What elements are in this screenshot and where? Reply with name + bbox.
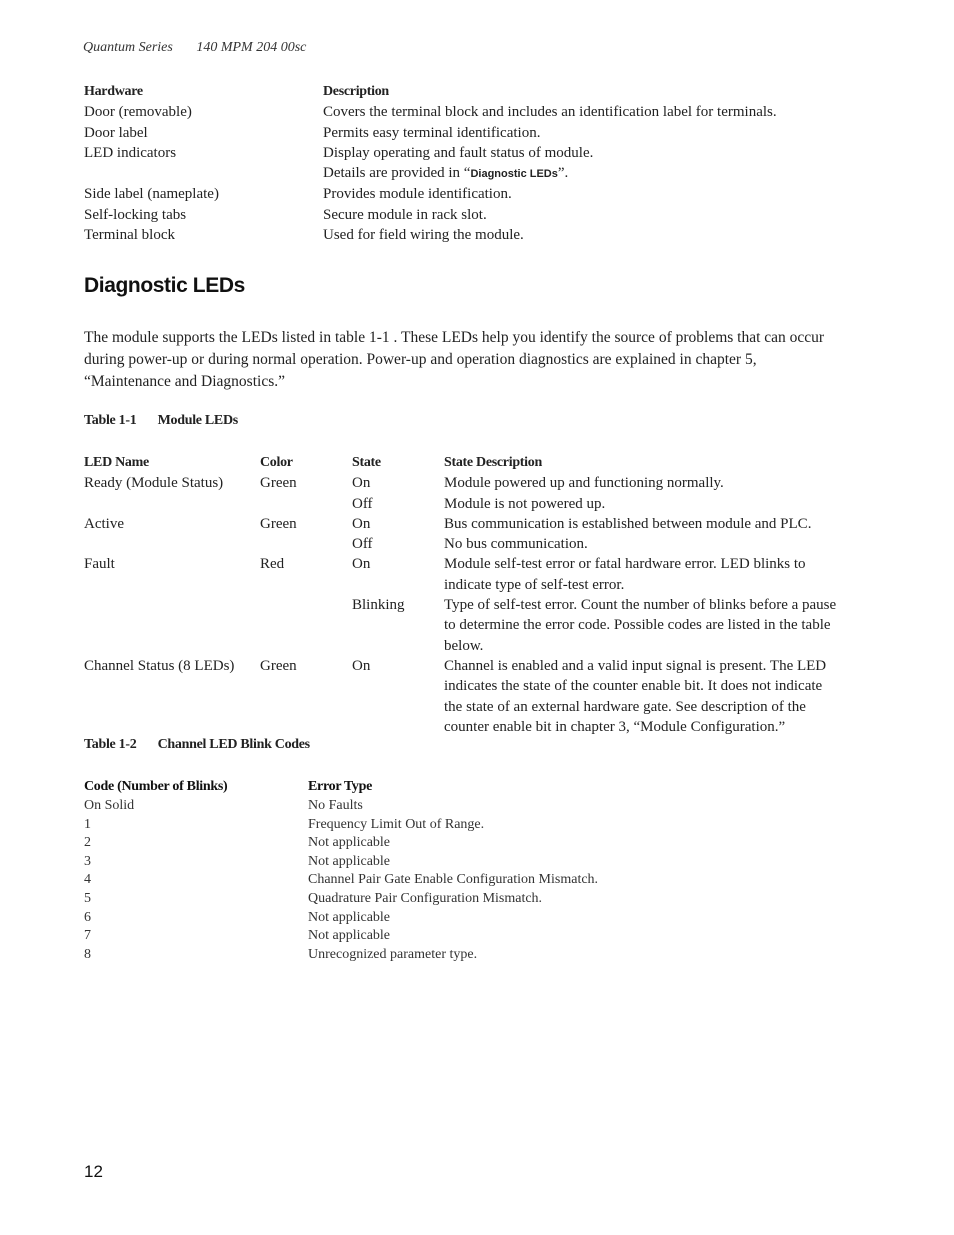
led-name-cell: Channel Status (8 LEDs) [84,657,235,674]
table-row [84,909,784,928]
table-row [84,927,784,946]
led-state-cell: On [352,657,371,674]
code-cell: 7 [84,928,91,944]
table-row [84,656,854,737]
col-header-state-description: State Description [444,455,542,470]
led-description-cell: Channel is enabled and a valid input signal is present. The LED indicates the state of the counter enable bit. It does not indicate the state of an external hardware gate. See description of the counter enable bit in chapter 3, “Module Configuration.” [444,657,827,735]
error-type-cell: Unrecognized parameter type. [308,946,478,962]
table2-caption-number: Table 1-2 [84,737,137,752]
error-type-cell: Not applicable [308,909,391,925]
led-color-cell: Green [260,515,297,532]
code-cell: 5 [84,890,91,906]
led-description-cell: Type of self-test error. Count the number of blinks before a pause to determine the error code. Possible codes are listed in the table below. [444,597,837,654]
code-cell: 1 [84,816,91,832]
col-header-led-name: LED Name [84,455,149,470]
section-title: Diagnostic LEDs [84,274,245,297]
description-suffix: ”. [557,165,569,182]
header-series: Quantum Series [83,40,173,55]
led-description-cell: Bus communication is established between module and PLC. [444,515,812,532]
led-description-cell: Module self-test error or fatal hardware error. LED blinks to indicate type of self-test error. [444,556,806,593]
diagnostic-leds-link[interactable]: Diagnostic LEDs [470,168,558,181]
module-leds-table [84,453,854,737]
error-type-cell: No Faults [308,798,363,813]
col-header-description: Description [323,84,389,99]
error-type-cell: Quadrature Pair Configuration Mismatch. [308,890,543,906]
table-row [84,554,854,595]
table-row [84,494,854,514]
table-row [84,797,784,816]
table-row [84,595,854,656]
led-description-cell: Module powered up and functioning normally. [444,475,724,492]
header-model: 140 MPM 204 00sc [196,40,307,55]
table2-caption-title: Channel LED Blink Codes [157,737,310,752]
page-number: 12 [84,1162,103,1181]
col-header-hardware: Hardware [84,84,143,99]
led-state-cell: Blinking [352,597,405,614]
table-row [84,946,784,965]
led-color-cell [260,534,352,554]
led-name-cell: Active [84,515,124,532]
error-type-cell: Not applicable [308,853,391,869]
error-type-cell: Channel Pair Gate Enable Configuration Mismatch. [308,872,599,888]
hardware-cell: LED indicators [84,144,177,161]
hardware-cell: Self-locking tabs [84,206,187,223]
table-row [84,473,854,493]
led-state-cell: Off [352,536,373,553]
col-header-error-type: Error Type [308,779,373,794]
description-cell: Covers the terminal block and includes an identification label for terminals. [323,104,777,121]
code-cell: 4 [84,872,91,888]
module-leds-table-header [84,453,854,473]
table2-caption [84,737,310,753]
code-cell: 6 [84,909,91,925]
led-description-cell: No bus communication. [444,536,588,553]
led-state-cell: On [352,556,371,573]
led-state-cell: On [352,475,371,492]
description-cell: Used for field wiring the module. [323,227,524,244]
col-header-code: Code (Number of Blinks) [84,779,228,794]
error-type-cell: Not applicable [308,928,391,944]
hardware-cell: Terminal block [84,227,176,244]
code-cell: 2 [84,835,91,851]
table-row [84,225,864,245]
hardware-table [84,82,864,245]
led-description-cell: Module is not powered up. [444,495,606,512]
table-row [84,890,784,909]
table-row [84,102,864,122]
hardware-cell: Door (removable) [84,104,192,121]
table-row [84,514,854,534]
led-state-cell: Off [352,495,373,512]
led-name-cell: Fault [84,556,115,573]
led-color-cell: Red [260,556,285,573]
led-name-cell [84,534,260,554]
description-cell: Permits easy terminal identification. [323,124,541,141]
hardware-table-header [84,82,864,102]
col-header-color: Color [260,455,293,470]
code-cell: On Solid [84,798,135,813]
led-color-cell [260,494,352,514]
table-row [84,205,864,225]
description-cell: Provides module identification. [323,186,512,203]
description-cell: Display operating and fault status of module. [323,144,594,161]
description-cell [323,163,864,184]
hardware-cell [84,163,323,184]
error-type-cell: Frequency Limit Out of Range. [308,816,485,832]
table-row [84,163,864,184]
table-row [84,534,854,554]
table-row [84,184,864,204]
led-state-cell: On [352,515,371,532]
table-row [84,834,784,853]
led-color-cell [260,595,352,656]
description-cell: Secure module in rack slot. [323,206,487,223]
description-prefix: Details are provided in “ [323,165,471,182]
code-cell: 8 [84,946,91,962]
led-name-cell [84,595,260,656]
blink-codes-table [84,777,784,964]
table-row [84,123,864,143]
table1-caption-title: Module LEDs [157,413,238,428]
table-row [84,143,864,163]
hardware-cell: Side label (nameplate) [84,186,219,203]
intro-paragraph: The module supports the LEDs listed in table 1-1 . These LEDs help you identify the source of problems that can occur during power-up or during normal operation. Power-up and operation diagnostics are explained in chapter 5, “Maintenance and Diagnostics.” [84,329,825,390]
led-name-cell: Ready (Module Status) [84,475,224,492]
table-row [84,853,784,872]
error-type-cell: Not applicable [308,835,391,851]
blink-codes-table-header [84,777,784,797]
table1-caption [84,413,238,429]
led-color-cell: Green [260,475,297,492]
table-row [84,816,784,835]
col-header-state: State [352,455,381,470]
table1-caption-number: Table 1-1 [84,413,137,428]
hardware-cell: Door label [84,124,148,141]
running-header [83,40,326,56]
led-name-cell [84,494,260,514]
code-cell: 3 [84,853,91,869]
table-row [84,871,784,890]
led-color-cell: Green [260,657,297,674]
